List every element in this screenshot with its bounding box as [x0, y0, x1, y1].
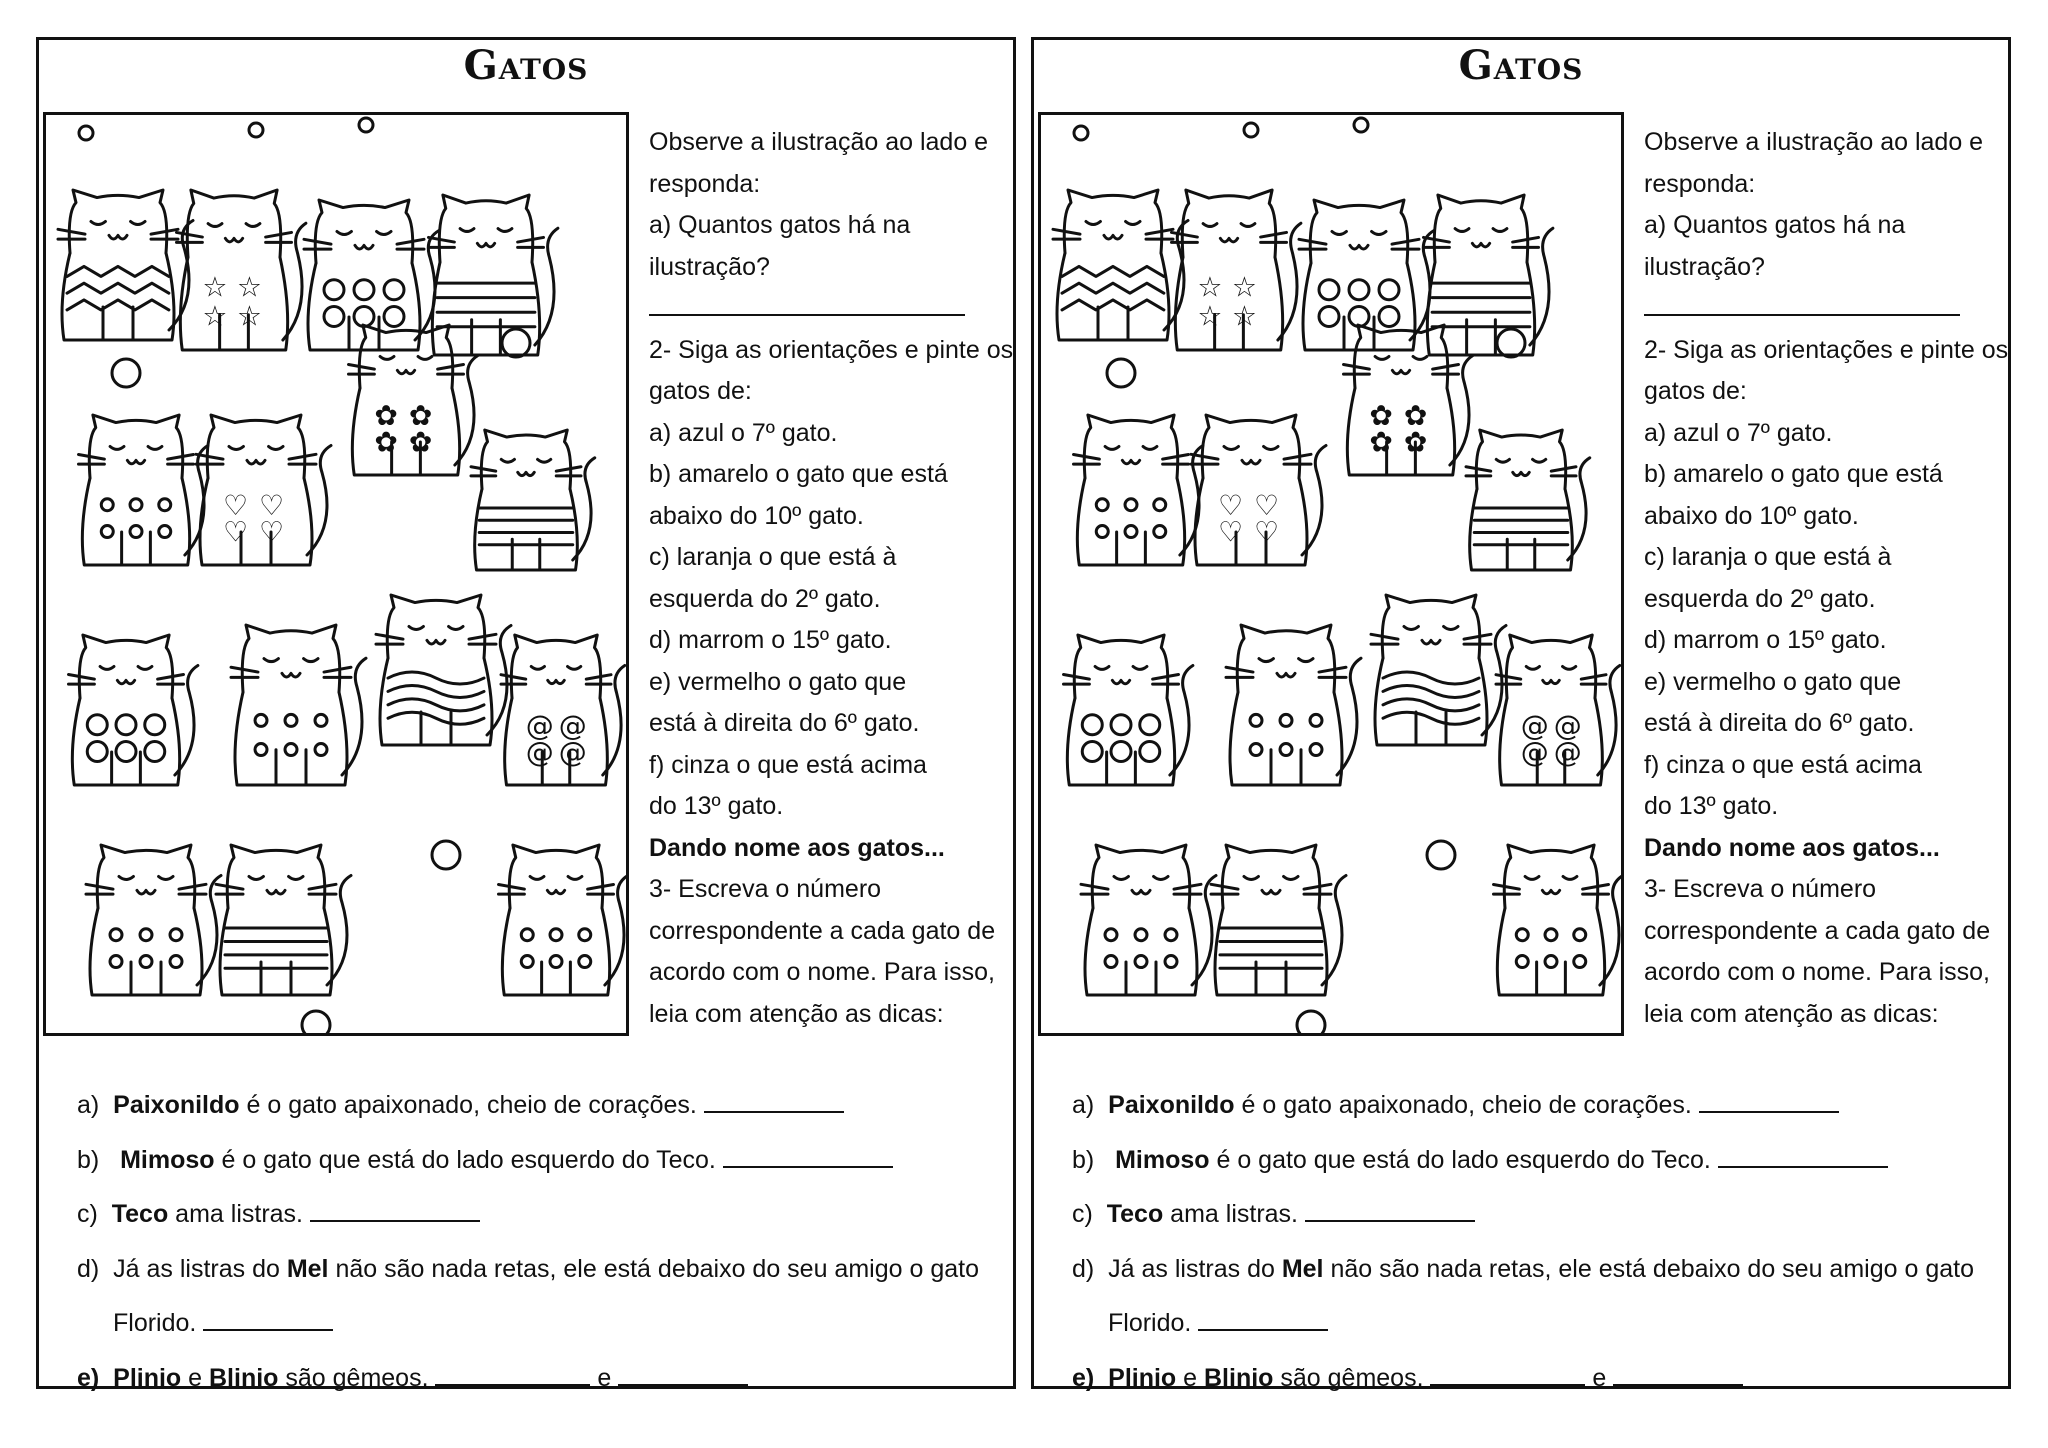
cat-drawing [1226, 625, 1361, 785]
clue-d [1072, 1242, 2002, 1297]
instruction-b-1: b) amarelo o gato que está [649, 460, 948, 488]
clue-letter: a) [1072, 1091, 1095, 1119]
svg-text:✿: ✿ [1369, 398, 1393, 432]
svg-text:☆: ☆ [1231, 299, 1257, 333]
instruction-a: a) azul o 7º gato. [649, 418, 838, 447]
cat-name: Plinio [113, 1363, 182, 1392]
instruction-f-2: do 13º gato. [649, 792, 784, 820]
answer-line[interactable] [1305, 1196, 1475, 1222]
answer-line[interactable] [310, 1196, 480, 1222]
clue-text: Florido. [1108, 1309, 1199, 1337]
cat-drawing [1053, 190, 1188, 340]
cat-name: Mel [1281, 1254, 1324, 1283]
answer-line[interactable] [1198, 1305, 1328, 1331]
clue-text: é o gato apaixonado, cheio de corações. [239, 1091, 704, 1119]
decor-circle [249, 123, 263, 137]
answer-line[interactable] [203, 1305, 333, 1331]
cat-drawing [216, 845, 351, 995]
clue-a [77, 1078, 1007, 1133]
questions-column [649, 122, 1021, 1035]
clue-letter: d) [77, 1254, 100, 1283]
question-3-line-2: correspondente a cada gato de [1644, 916, 1991, 945]
clue-text: ama listras. [1163, 1200, 1305, 1228]
intro-line-2: responda: [649, 169, 761, 198]
cat-name: Teco [111, 1200, 169, 1228]
cat-drawing [1371, 595, 1506, 745]
cat-drawing [1344, 325, 1473, 475]
cats-drawing [46, 115, 626, 1033]
instruction-f-1: f) cinza o que está acima [1644, 750, 1922, 779]
worksheet-left [36, 37, 1016, 1392]
svg-text:☆: ☆ [236, 270, 262, 304]
decor-circle [302, 1011, 330, 1033]
svg-text:✿: ✿ [408, 425, 433, 459]
worksheet-title: Gatos [1458, 42, 1584, 89]
instruction-e-2: está à direita do 6º gato. [649, 709, 920, 737]
svg-text:♡: ♡ [223, 488, 249, 522]
question-2-line-1: 2- Siga as orientações e pinte os [1644, 335, 2009, 364]
cat-name: Mimoso [1115, 1145, 1210, 1174]
cat-drawing [58, 190, 193, 340]
question-2-line-1: 2- Siga as orientações e pinte os [649, 335, 1014, 364]
cat-drawing [231, 625, 366, 785]
cat-drawing [69, 635, 198, 785]
svg-text:@: @ [1553, 735, 1582, 769]
svg-text:@: @ [1553, 708, 1582, 742]
clue-d [77, 1242, 1007, 1297]
svg-text:☆: ☆ [1197, 299, 1223, 333]
clue-letter: b) [77, 1145, 100, 1174]
svg-text:@: @ [1520, 735, 1549, 769]
questions-column [1644, 122, 2016, 1035]
answer-line[interactable] [723, 1142, 893, 1168]
svg-text:✿: ✿ [1369, 425, 1393, 459]
svg-text:♡: ♡ [1218, 515, 1244, 549]
question-2-line-2: gatos de: [1644, 377, 1747, 405]
clue-text: são gêmeos. [278, 1363, 436, 1392]
answer-line[interactable] [1613, 1360, 1743, 1386]
intro-line-2: responda: [1644, 169, 1756, 198]
cat-drawing [349, 325, 478, 475]
instruction-e-1: e) vermelho o gato que [649, 667, 907, 696]
instruction-a: a) azul o 7º gato. [1644, 418, 1833, 447]
answer-blank-1[interactable] [1644, 288, 2016, 330]
cat-drawing [1172, 190, 1301, 350]
decor-circle [1244, 123, 1258, 137]
question-2-line-2: gatos de: [649, 377, 752, 405]
answer-line[interactable] [1430, 1360, 1585, 1386]
cat-drawing [196, 415, 331, 565]
question-3-line-4: leia com atenção as dicas: [1644, 999, 1939, 1028]
decor-circle [502, 329, 530, 357]
svg-text:@: @ [558, 735, 587, 769]
svg-text:☆: ☆ [202, 270, 228, 304]
question-1-line-1: a) Quantos gatos há na [1644, 211, 1906, 239]
question-1-line-2: ilustração? [1644, 252, 1765, 281]
clue-text: e [181, 1363, 209, 1392]
clue-e [77, 1351, 1007, 1406]
clue-text: Já as listras do [113, 1254, 287, 1283]
instruction-c-2: esquerda do 2º gato. [1644, 584, 1876, 613]
decor-circle [1427, 841, 1455, 869]
svg-text:☆: ☆ [1231, 270, 1257, 304]
clue-text: Florido. [113, 1309, 204, 1337]
decor-circle [1074, 126, 1088, 140]
instruction-b-2: abaixo do 10º gato. [1644, 501, 1859, 530]
worksheet-right [1031, 37, 2011, 1392]
worksheet-title: Gatos [463, 42, 589, 89]
instruction-c-2: esquerda do 2º gato. [649, 584, 881, 613]
cat-drawing [86, 845, 221, 995]
cat-drawing [1081, 845, 1216, 995]
instruction-b-1: b) amarelo o gato que está [1644, 460, 1943, 488]
clue-text: é o gato que está do lado esquerdo do Teco. [214, 1145, 723, 1174]
question-3-line-1: 3- Escreva o número [649, 875, 882, 903]
clue-b [1072, 1133, 2002, 1188]
instruction-d: d) marrom o 15º gato. [1644, 626, 1887, 654]
cat-drawing [499, 845, 627, 995]
cat-drawing [1191, 415, 1326, 565]
svg-text:♡: ♡ [223, 515, 249, 549]
clue-e [1072, 1351, 2002, 1406]
question-3-line-1: 3- Escreva o número [1644, 875, 1877, 903]
decor-circle [79, 126, 93, 140]
cat-drawing [1496, 635, 1620, 785]
question-3-line-2: correspondente a cada gato de [649, 916, 996, 945]
clue-letter: d) [1072, 1254, 1095, 1283]
clues-list [1072, 1078, 2002, 1405]
clue-d-continued [77, 1296, 1007, 1351]
cat-drawing [376, 595, 511, 745]
clue-text: ama listras. [168, 1200, 310, 1228]
cat-drawing [1466, 430, 1590, 570]
svg-text:♡: ♡ [1254, 515, 1280, 549]
cat-drawing [1074, 415, 1203, 565]
answer-blank-1[interactable] [649, 288, 1021, 330]
svg-text:♡: ♡ [1254, 488, 1280, 522]
section-title: Dando nome aos gatos... [1644, 833, 1940, 862]
intro-line-1: Observe a ilustração ao lado e [1644, 128, 1984, 156]
cat-name: Mimoso [120, 1145, 215, 1174]
clue-letter: c) [77, 1200, 98, 1228]
svg-text:@: @ [1520, 708, 1549, 742]
instruction-e-1: e) vermelho o gato que [1644, 667, 1902, 696]
decor-circle [1107, 359, 1135, 387]
cat-drawing [79, 415, 208, 565]
svg-text:☆: ☆ [236, 299, 262, 333]
cats-illustration [43, 112, 629, 1036]
clue-c [1072, 1187, 2002, 1242]
decor-circle [112, 359, 140, 387]
clue-letter: b) [1072, 1145, 1095, 1174]
answer-line[interactable] [1699, 1087, 1839, 1113]
cat-name: Plinio [1108, 1363, 1177, 1392]
cat-name: Mel [286, 1254, 329, 1283]
cat-name: Blinio [209, 1363, 279, 1392]
svg-text:☆: ☆ [1197, 270, 1223, 304]
clue-letter: e) [77, 1363, 100, 1392]
clue-text: Já as listras do [1108, 1254, 1282, 1283]
svg-text:@: @ [525, 735, 554, 769]
clue-text: e [1176, 1363, 1204, 1392]
instruction-f-2: do 13º gato. [1644, 792, 1779, 820]
question-3-line-3: acordo com o nome. Para isso, [1644, 958, 1990, 986]
cat-drawing [501, 635, 625, 785]
clue-text: não são nada retas, ele está debaixo do seu amigo o gato [1323, 1254, 1974, 1283]
answer-line[interactable] [1718, 1142, 1888, 1168]
clue-text: é o gato que está do lado esquerdo do Teco. [1209, 1145, 1718, 1174]
answer-line[interactable] [435, 1360, 590, 1386]
cat-drawing [177, 190, 306, 350]
cat-drawing [1211, 845, 1346, 995]
cat-name: Blinio [1204, 1363, 1274, 1392]
clue-letter: a) [77, 1091, 100, 1119]
svg-text:✿: ✿ [1403, 425, 1428, 459]
clue-b [77, 1133, 1007, 1188]
cat-drawing [1064, 635, 1193, 785]
instruction-f-1: f) cinza o que está acima [649, 750, 927, 779]
cat-drawing [1494, 845, 1622, 995]
question-3-line-4: leia com atenção as dicas: [649, 999, 944, 1028]
decor-circle [1297, 1011, 1325, 1033]
instruction-e-2: está à direita do 6º gato. [1644, 709, 1915, 737]
cats-drawing [1041, 115, 1621, 1033]
instruction-d: d) marrom o 15º gato. [649, 626, 892, 654]
decor-circle [432, 841, 460, 869]
cat-drawing [471, 430, 595, 570]
svg-text:✿: ✿ [374, 398, 398, 432]
question-1-line-1: a) Quantos gatos há na [649, 211, 911, 239]
clue-text: e [1585, 1363, 1614, 1392]
svg-text:@: @ [525, 708, 554, 742]
svg-text:✿: ✿ [1403, 398, 1428, 432]
svg-text:♡: ♡ [1218, 488, 1244, 522]
clue-letter: c) [1072, 1200, 1093, 1228]
decor-circle [1497, 329, 1525, 357]
clue-text: e [590, 1363, 619, 1392]
clue-text: não são nada retas, ele está debaixo do seu amigo o gato [328, 1254, 979, 1283]
cat-name: Paixonildo [113, 1091, 240, 1119]
answer-line[interactable] [704, 1087, 844, 1113]
section-title: Dando nome aos gatos... [649, 833, 945, 862]
decor-circle [359, 118, 373, 132]
svg-text:♡: ♡ [259, 488, 285, 522]
clue-a [1072, 1078, 2002, 1133]
clue-c [77, 1187, 1007, 1242]
clues-list [77, 1078, 1007, 1405]
question-1-line-2: ilustração? [649, 252, 770, 281]
svg-text:♡: ♡ [259, 515, 285, 549]
cat-name: Teco [1106, 1200, 1164, 1228]
decor-circle [1354, 118, 1368, 132]
clue-d-continued [1072, 1296, 2002, 1351]
intro-line-1: Observe a ilustração ao lado e [649, 128, 989, 156]
cats-illustration [1038, 112, 1624, 1036]
question-3-line-3: acordo com o nome. Para isso, [649, 958, 995, 986]
svg-text:✿: ✿ [374, 425, 398, 459]
svg-text:✿: ✿ [408, 398, 433, 432]
clue-text: é o gato apaixonado, cheio de corações. [1234, 1091, 1699, 1119]
svg-text:@: @ [558, 708, 587, 742]
svg-text:☆: ☆ [202, 299, 228, 333]
cat-name: Paixonildo [1108, 1091, 1235, 1119]
instruction-c-1: c) laranja o que está à [1644, 543, 1892, 571]
instruction-c-1: c) laranja o que está à [649, 543, 897, 571]
instruction-b-2: abaixo do 10º gato. [649, 501, 864, 530]
clue-text: são gêmeos. [1273, 1363, 1431, 1392]
clue-letter: e) [1072, 1363, 1095, 1392]
answer-line[interactable] [618, 1360, 748, 1386]
